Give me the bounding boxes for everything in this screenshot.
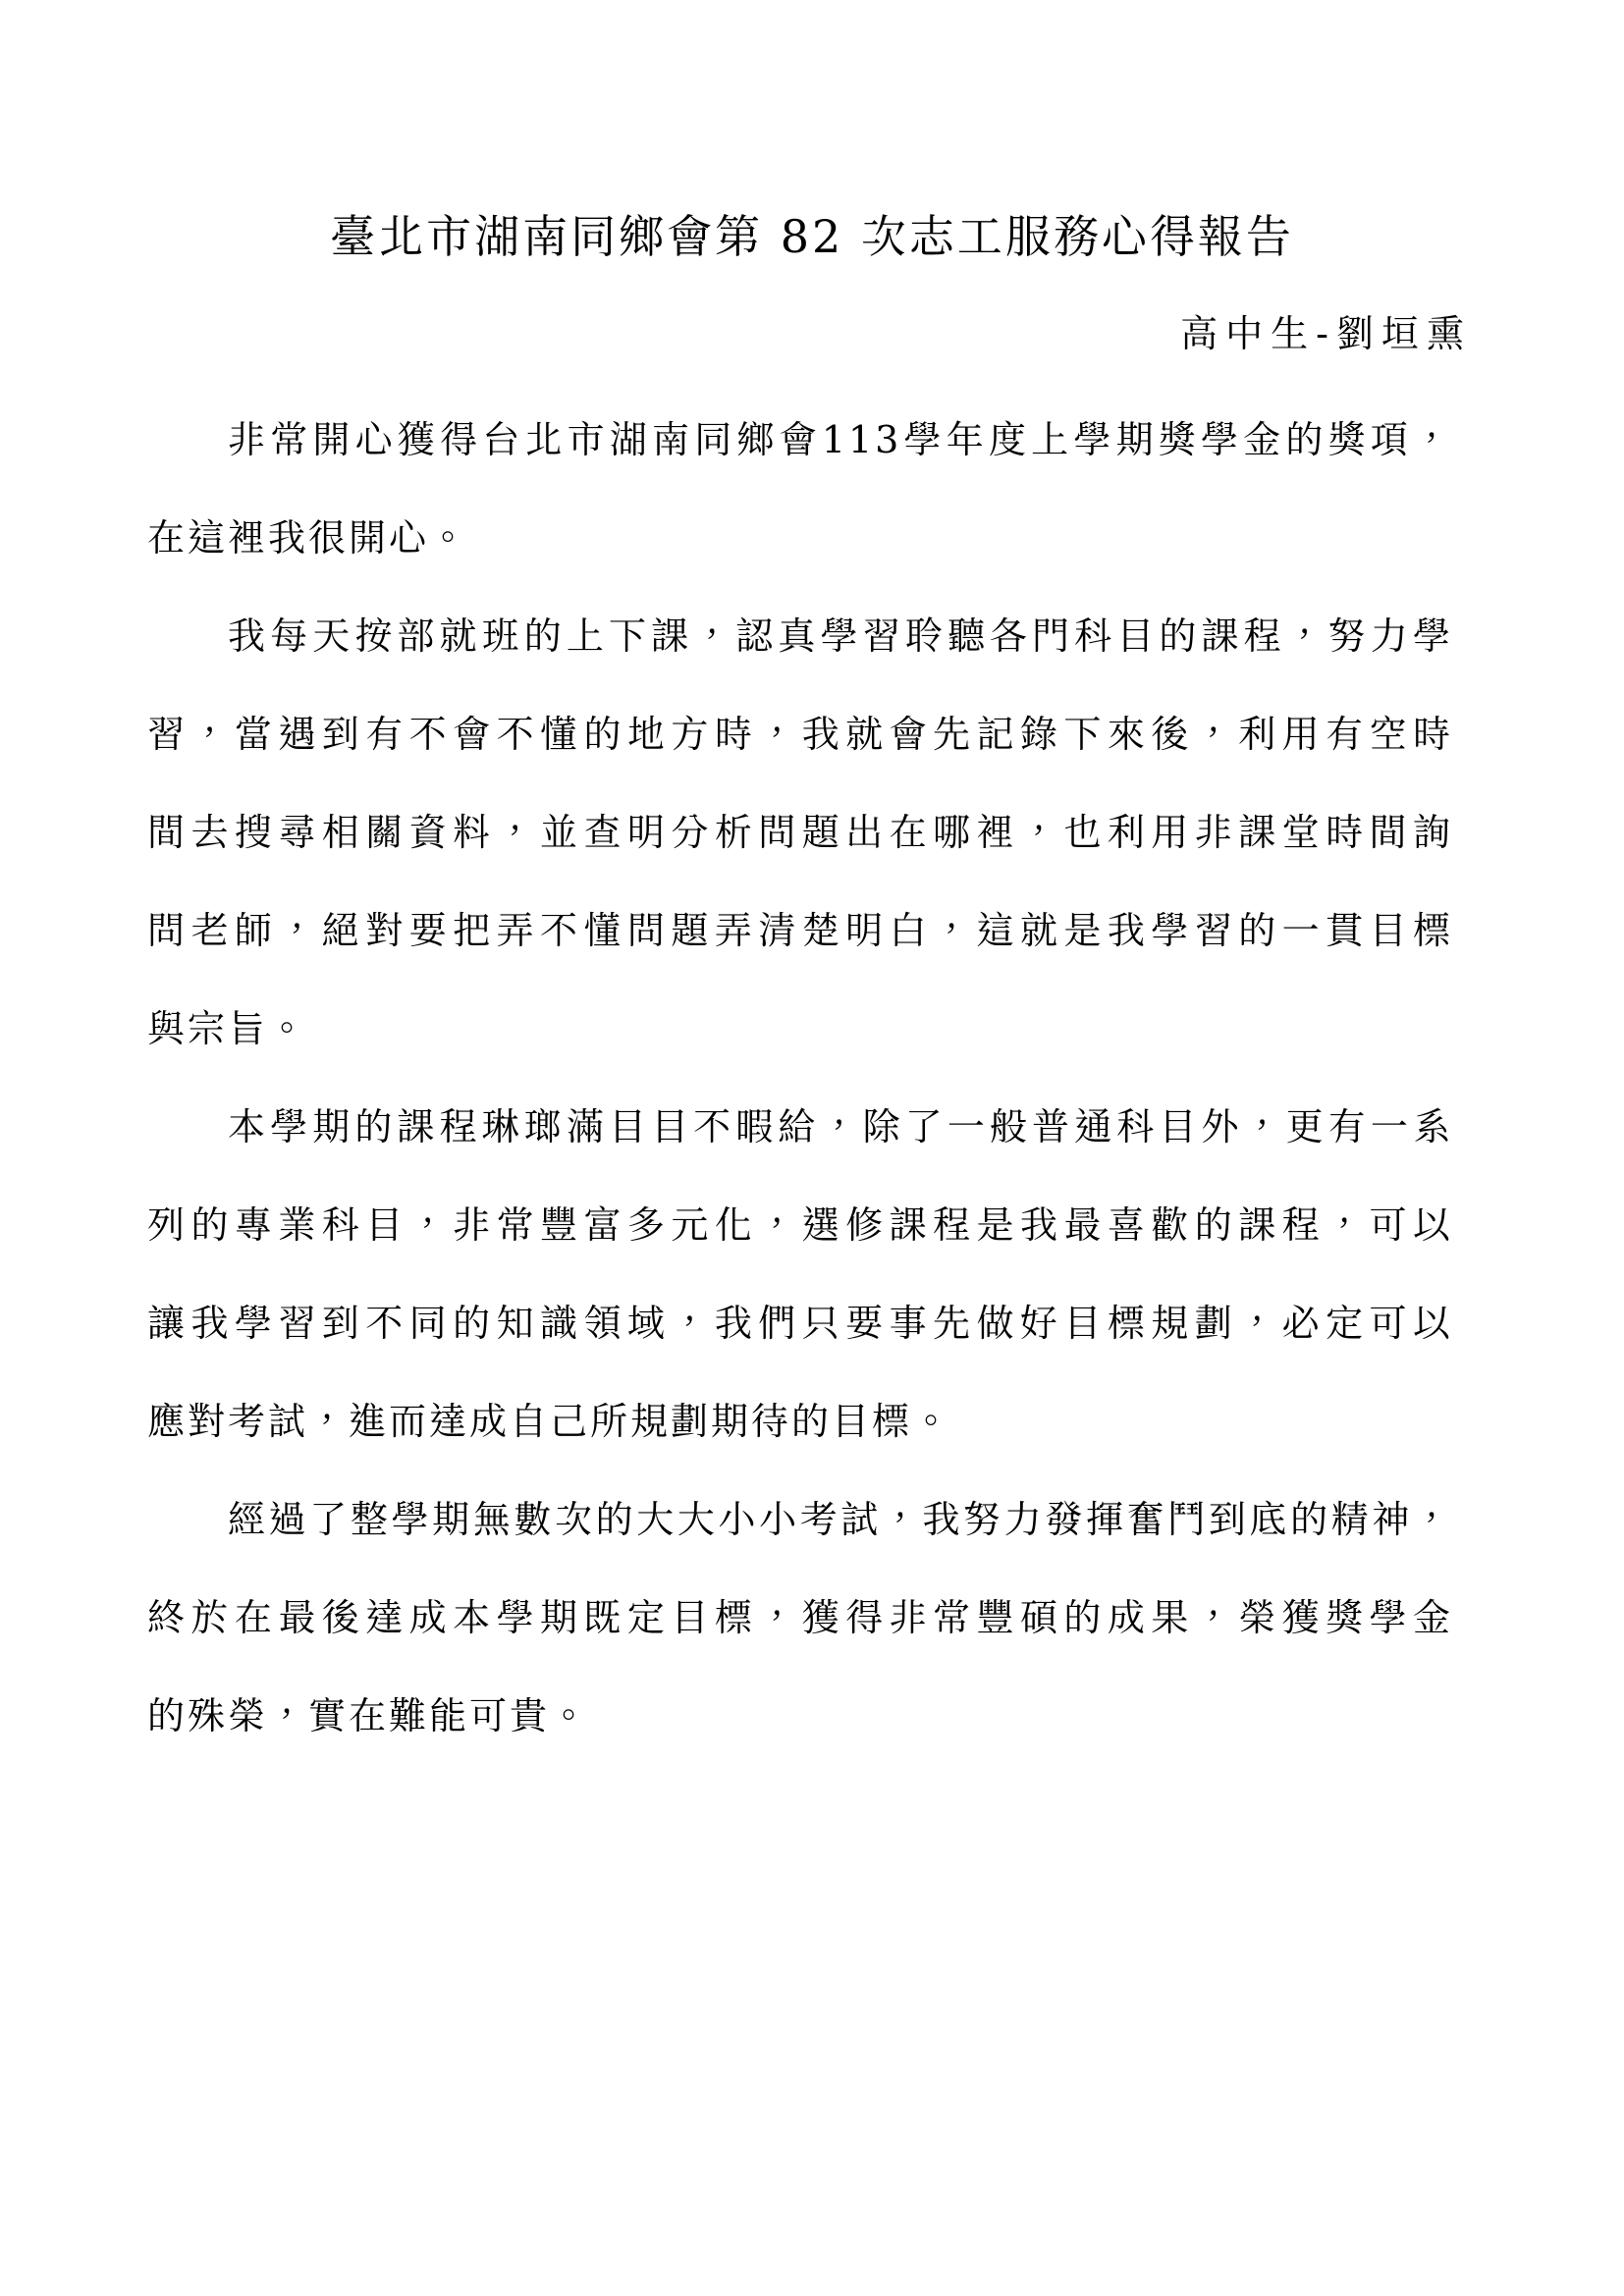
paragraph [147,391,1453,587]
document-title: 臺北市湖南同鄉會第 82 次志工服務心得報告 [330,210,1294,263]
text-line: 非常開心獲得台北市湖南同鄉會113學年度上學期獎學金的獎項， [228,418,1453,461]
document-byline: 高中生-劉垣熏 [1180,312,1472,355]
text-line: 經過了整學期無數次的大大小小考試，我努力發揮奮鬥到底的精神， [228,1498,1453,1541]
text-line: 問老師，絕對要把弄不懂問題弄清楚明白，這就是我學習的一貫目標 [147,909,1453,952]
text-line: 在這裡我很開心。 [147,516,470,560]
paragraph [147,1078,1453,1470]
text-line: 的殊榮，實在難能可貴。 [147,1694,591,1737]
text-line: 習，當遇到有不會不懂的地方時，我就會先記錄下來後，利用有空時 [147,713,1453,756]
text-line: 列的專業科目，非常豐富多元化，選修課程是我最喜歡的課程，可以 [147,1203,1453,1247]
text-line: 與宗旨。 [147,1007,309,1050]
text-line: 終於在最後達成本學期既定目標，獲得非常豐碩的成果，榮獲獎學金 [147,1596,1453,1639]
text-line: 應對考試，進而達成自己所規劃期待的目標。 [147,1400,953,1443]
paragraph [147,587,1453,1078]
paragraph [147,1470,1453,1765]
text-line: 間去搜尋相關資料，並查明分析問題出在哪裡，也利用非課堂時間詢 [147,811,1453,854]
text-line: 讓我學習到不同的知識領域，我們只要事先做好目標規劃，必定可以 [147,1302,1453,1345]
text-line: 我每天按部就班的上下課，認真學習聆聽各門科目的課程，努力學 [228,614,1453,658]
text-line: 本學期的課程琳瑯滿目目不暇給，除了一般普通科目外，更有一系 [228,1105,1453,1148]
document-body [147,391,1453,1765]
